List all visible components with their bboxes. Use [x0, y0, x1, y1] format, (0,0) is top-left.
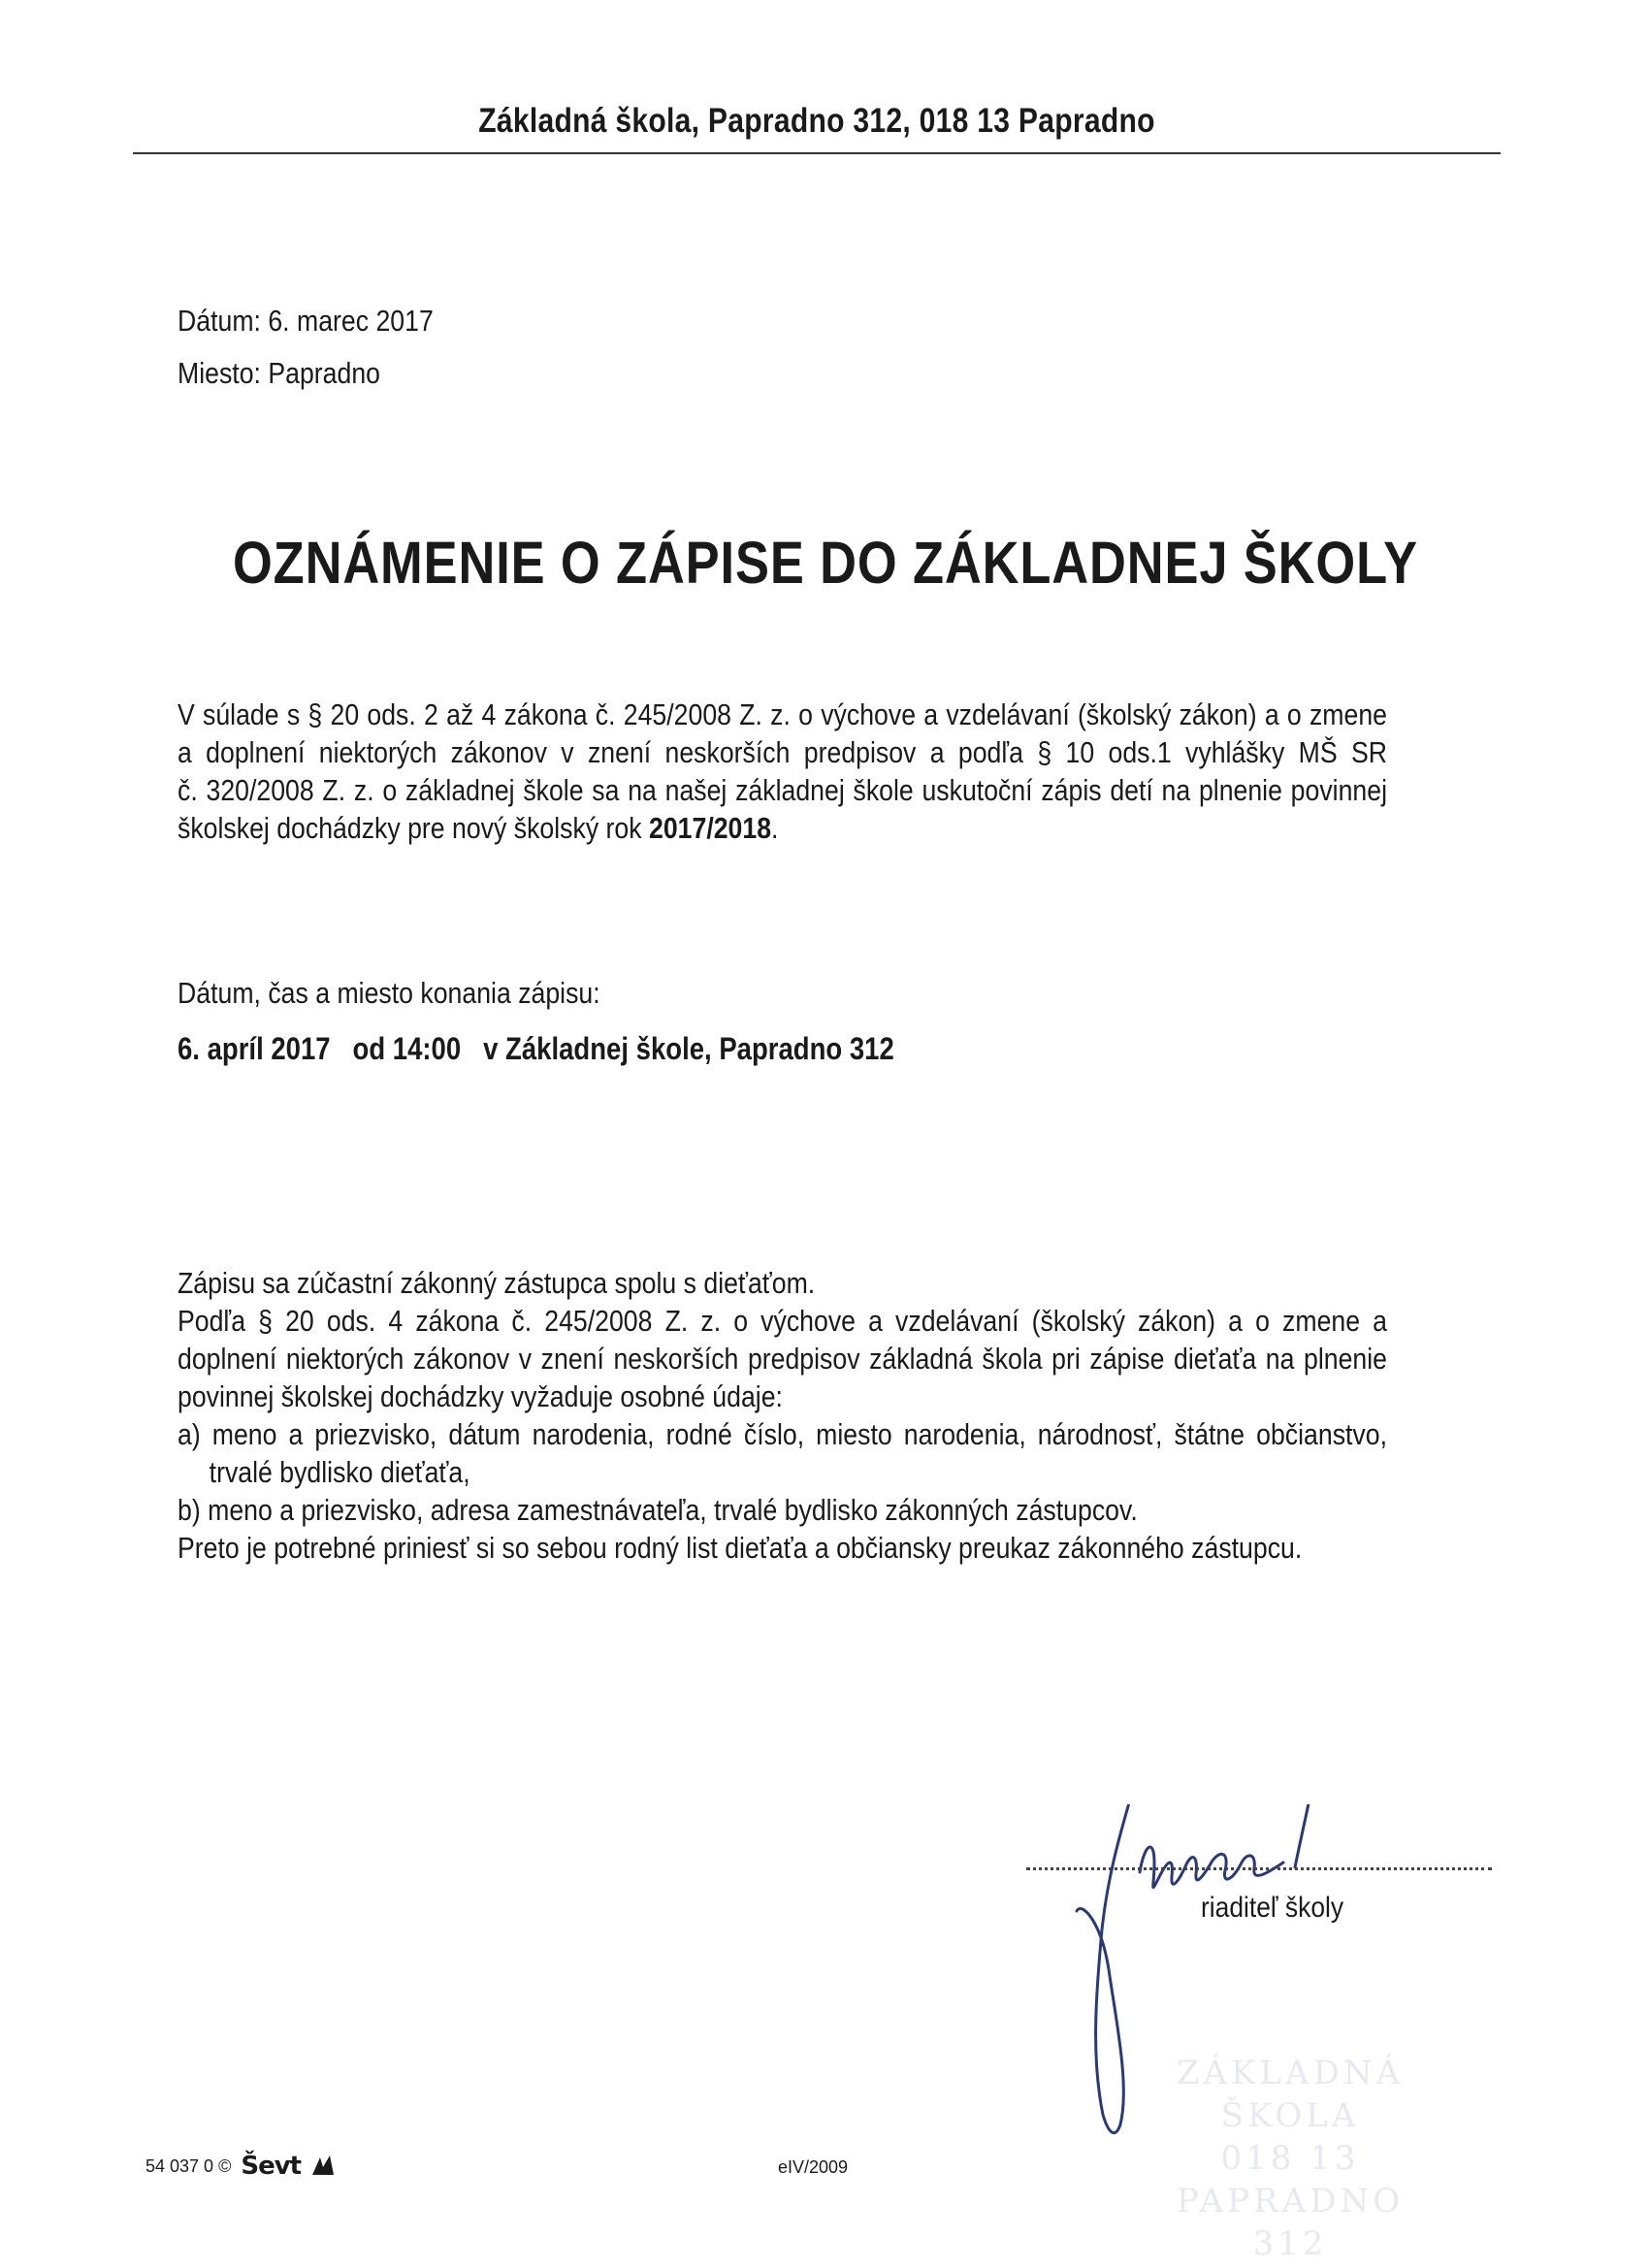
intro-line: č. 320/2008 Z. z. o základnej škole sa na našej základnej škole uskutoční zápis detí na plnenie povinnej: [178, 773, 1387, 807]
requirements-line: doplnení niektorých zákonov v znení neskorších predpisov základná škola pri zápise dieťaťa na plnenie: [178, 1342, 1387, 1376]
requirements-line: Zápisu sa zúčastní zákonný zástupca spolu s dieťaťom.: [178, 1266, 816, 1300]
date-line: [178, 304, 434, 339]
signature-line: [1026, 1867, 1492, 1870]
publisher-logo-icon: [310, 2154, 336, 2179]
date-value: 6. marec 2017: [268, 304, 434, 338]
requirements-paragraph: [178, 1264, 1387, 1567]
place-label: Miesto:: [178, 356, 261, 390]
form-footer: [146, 2152, 336, 2181]
intro-last-suffix: .: [771, 811, 779, 845]
publisher-brand: Ševt: [241, 2152, 302, 2181]
requirements-line: Podľa § 20 ods. 4 zákona č. 245/2008 Z. z. o výchove a vzdelávaní (školský zákon) a o zmene a: [178, 1304, 1387, 1338]
intro-line: V súlade s § 20 ods. 2 až 4 zákona č. 245/2008 Z. z. o výchove a vzdelávaní (školský zákon) a o zmene: [178, 697, 1387, 731]
event-date: 6. apríl 2017: [178, 1031, 331, 1066]
requirement-item-a-continued: trvalé bydlisko dieťaťa,: [209, 1455, 470, 1489]
school-header: Základná škola, Papradno 312, 018 13 Papradno: [478, 102, 1155, 140]
intro-paragraph: [178, 696, 1387, 847]
school-stamp: [1135, 2052, 1445, 2265]
date-label: Dátum:: [178, 304, 261, 338]
school-year: 2017/2018: [649, 811, 772, 845]
requirements-closing: Preto je potrebné priniesť si so sebou rodný list dieťaťa a občiansky preukaz zákonného zástupcu.: [178, 1531, 1303, 1565]
form-code: 54 037 0 ©: [146, 2155, 232, 2176]
intro-line-last: [178, 809, 1387, 847]
event-time: od 14:00: [352, 1031, 462, 1066]
header-divider: [133, 152, 1501, 154]
stamp-line: ZÁKLADNÁ ŠKOLA: [1176, 2054, 1405, 2135]
event-details: [178, 1031, 894, 1067]
intro-last-prefix: školskej dochádzky pre nový školský rok: [178, 811, 650, 845]
event-label: Dátum, čas a miesto konania zápisu:: [178, 976, 600, 1010]
intro-line: a doplnení niektorých zákonov v znení neskorších predpisov a podľa § 10 ods.1 vyhlášky MŠ SR: [178, 735, 1387, 769]
event-place: v Základnej škole, Papradno 312: [483, 1031, 894, 1066]
requirement-item-a: a) meno a priezvisko, dátum narodenia, rodné číslo, miesto narodenia, národnosť, štátne občianstvo,: [178, 1417, 1387, 1451]
place-line: [178, 356, 380, 391]
edition-code: eIV/2009: [778, 2157, 849, 2177]
requirement-item-b: b) meno a priezvisko, adresa zamestnávateľa, trvalé bydlisko zákonných zástupcov.: [178, 1493, 1138, 1527]
document-title: OZNÁMENIE O ZÁPISE DO ZÁKLADNEJ ŠKOLY: [233, 530, 1419, 596]
place-value: Papradno: [268, 356, 380, 390]
signatory-role: riaditeľ školy: [1201, 1892, 1344, 1924]
requirements-line: povinnej školskej dochádzky vyžaduje osobné údaje:: [178, 1379, 783, 1413]
stamp-line: 018 13 PAPRADNO 312: [1176, 2139, 1405, 2263]
